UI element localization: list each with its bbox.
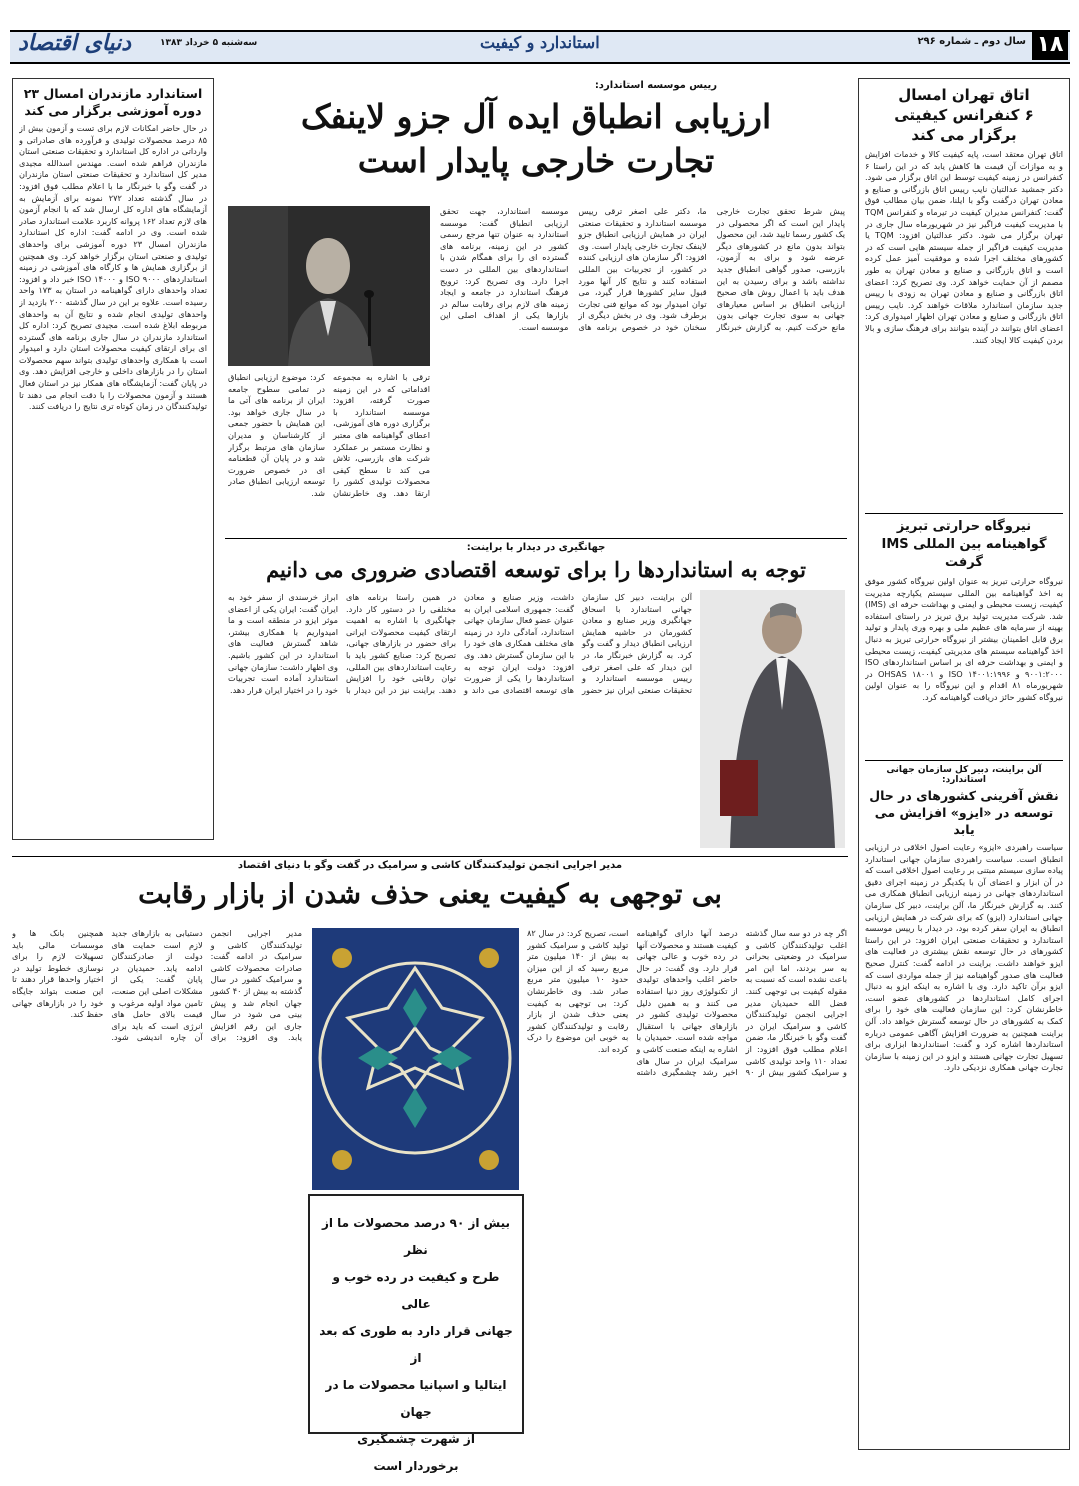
- right-body-1: اتاق تهران معتقد است، پایه کیفیت کالا و خدمات افزایش و به موازات آن قیمت ها کاهش یابد که در این راستا ۶ کنفرانس در زمینه کیفیت توسط این اتاق برگزار می شود. دکتر جمشید عدالتیان نایب رییس اتاق بازرگانی و صنایع و معادن تهران درگفت وگو با ایلنا، ضمن بیان مطالب فوق گفت: کنفرانس مدیران کیفیت در تیرماه و کنفرانس TQM با مدیریت کیفیت فراگیر نیز در شهریورماه سال جاری در تهران برگزار می شود. دکتر عدالتیان افزود: TQM یا مدیریت کیفیت فراگیر از جمله سیستم هایی است که در کشورهای مختلف اجرا شده و موفقیت آمیز عمل کرده است و اتاق بازرگانی و صنایع و معادن تهران به طور مصمم از آن حمایت خواهد کرد. وی تصریح کرد: اعضای اتاق بازرگانی و صنایع و معادن تهران به زودی با رییس جدید سازمان استاندارد ملاقات خواهند کرد. نایب رییس اتاق بازرگانی و صنایع و معادن تهران اظهار امیدواری کرد: اعضای اتاق بتوانند در آینده بتوانند برای فرهنگ سازی و بالا بردن کیفیت کالا ایجاد کنند.: [865, 149, 1063, 345]
- story3-body-b: مدیر اجرایی انجمن تولیدکنندگان کاشی و سرامیک در ادامه گفت: صادرات محصولات کاشی و سرامیک کشور در سال گذشته به بیش از ۴۰ کشور جهان انجام شد و پیش بینی می شود در سال جاری این رقم افزایش یابد. وی افزود: برای دستیابی به بازارهای جدید لازم است حمایت های دولت از صادرکنندگان ادامه یابد. حمیدیان در پایان گفت: یکی از مشکلات اصلی این صنعت، تامین مواد اولیه مرغوب و قیمت بالای حامل های انرژی است که باید برای آن چاره اندیشی شود. همچنین بانک ها و موسسات مالی باید تسهیلات لازم را برای نوسازی خطوط تولید در اختیار واحدها قرار دهند تا این صنعت بتواند جایگاه خود را در بازارهای جهانی حفظ کند.: [12, 928, 302, 1043]
- divider: [225, 538, 847, 539]
- pull-quote: [308, 1194, 524, 1473]
- left-title: استاندارد مازندران امسال ۲۳ دوره آموزشی برگزار می کند: [23, 86, 203, 118]
- minister-portrait: [700, 590, 845, 848]
- divider: [865, 513, 1063, 514]
- story2-header: [225, 542, 847, 585]
- story2-body: آلن براینت، دبیر کل سازمان جهانی استاندارد با اسحاق جهانگیری وزیر صنایع و معادن کشورمان در حاشیه همایش ارزیابی انطباق دیدار و گفت وگو کرد. به گزارش خبرنگار ما، در این دیدار که علی اصغر ترقی رییس موسسه استاندارد و تحقیقات صنعتی ایران نیز حضور داشت، وزیر صنایع و معادن گفت: جمهوری اسلامی ایران به عنوان عضو فعال سازمان جهانی استاندارد، آمادگی دارد در زمینه های مختلف همکاری های خود را با این سازمان گسترش دهد. وی افزود: دولت ایران توجه به استانداردها را یکی از ضرورت های توسعه اقتصادی می داند و در همین راستا برنامه های مختلفی را در دستور کار دارد. جهانگیری با اشاره به اهمیت ارتقای کیفیت محصولات ایرانی برای حضور در بازارهای جهانی، تصریح کرد: صنایع کشور باید با رعایت استانداردهای بین المللی، توان رقابتی خود را افزایش دهند. براینت نیز در این دیدار با ابراز خرسندی از سفر خود به ایران گفت: ایران یکی از اعضای موثر ایزو در منطقه است و ما امیدواریم با همکاری بیشتر، شاهد گسترش فعالیت های استاندارد در این کشور باشیم. وی اظهار داشت: سازمان جهانی استاندارد آماده است تجربیات خود را در اختیار ایران قرار دهد.: [228, 592, 692, 695]
- story1-kicker: رییس موسسه استاندارد:: [594, 80, 717, 91]
- page-number: ۱۸: [1032, 30, 1068, 60]
- story1-body: پیش شرط تحقق تجارت خارجی پایدار این است که اگر محصولی در یک کشور رسما تایید شد، این محصول بتواند بدون مانع در کشورهای دیگر عرضه شود و برای به آزمون، بازرسی، صدور گواهی انطباق جدید نداشته باشد و برای رسیدن به این هدف باید با اعمال روش های صحیح ارزیابی انطباق بر اساس معیارهای جهانی به سوی تجارت جهانی بدون مانع حرکت کنیم. به گزارش خبرنگار ما، دکتر علی اصغر ترقی رییس موسسه استاندارد و تحقیقات صنعتی ایران در همایش ارزیابی انطباق جزو لاینفک تجارت خارجی پایدار است. وی افزود: اگر سازمان های ارزیابی کننده در کشور، از تجربیات بین المللی استفاده کنند و نتایج کار آنها مورد قبول سایر کشورها قرار گیرد، می توان امیدوار بود که موانع فنی تجارت برطرف شود. وی در بخش دیگری از سخنان خود در خصوص برنامه های موسسه استاندارد، جهت تحقق ارزیابی انطباق گفت: موسسه استاندارد به عنوان تنها مرجع رسمی کشور در این زمینه، برنامه های گسترده ای را برای همگام شدن با استانداردهای بین المللی در دست اجرا دارد. وی تصریح کرد: ترویج فرهنگ استاندارد در جامعه و ایجاد زمینه های لازم برای رقابت سالم در بازارها یکی از اهداف اصلی این موسسه است.: [440, 206, 845, 332]
- right-title-3: نقش آفرینی کشورهای در حال توسعه در «ایزو» افزایش می یابد: [869, 788, 1059, 837]
- left-sidebar: [12, 78, 214, 840]
- page-header: [10, 30, 1070, 60]
- story3-kicker: مدیر اجرایی انجمن تولیدکنندگان کاشی و سرامیک در گفت وگو با دنیای اقتصاد: [237, 860, 623, 871]
- tile-pattern: [312, 928, 519, 1190]
- issue-date: سه‌شنبه ۵ خرداد ۱۳۸۳: [160, 38, 258, 48]
- right-title-2: نیروگاه حرارتی تبریز گواهینامه بین المللی IMS گرفت: [881, 519, 1047, 570]
- divider: [12, 856, 848, 857]
- story1-headline: ارزیابی انطباق ایده آل جزو لاینفک تجارت خارجی پایدار است: [300, 97, 772, 180]
- divider: [865, 760, 1063, 761]
- story1-header: [225, 80, 847, 183]
- story2-headline: توجه به استانداردها را برای توسعه اقتصادی ضروری می دانیم: [266, 557, 806, 582]
- minister-photo: [700, 590, 845, 848]
- issue-number: سال دوم ـ شماره ۲۹۶: [917, 36, 1026, 47]
- story2-kicker: جهانگیری در دیدار با براینت:: [466, 542, 606, 553]
- official-photo: [228, 206, 430, 366]
- pull-quote-text: بیش از ۹۰ درصد محصولات ما از نظر طرح و کیفیت در رده خوب و عالی جهانی قرار دارد به طوری که بعد از ایتالیا و اسپانیا محصولات ما در جهان از شهرت چشمگیری برخوردار است: [319, 1216, 513, 1473]
- tile-mosaic-image: [312, 928, 519, 1190]
- right-sidebar: [858, 78, 1070, 1450]
- right-body-3: سیاست راهبردی «ایزو» رعایت اصول اخلاقی در ارزیابی انطباق است. سیاست راهبردی سازمان جهانی استاندارد پیاده سازی سیستم مبتنی بر رعایت اصول اخلاقی است که در آن ابزار و اعضای آن با یکدیگر در زمینه اجرای دقیق استانداردهای جهانی در زمینه ارزیابی انطباق همکاری می کنند. به گزارش خبرنگار ما، آلن براینت، دبیر کل سازمان جهانی استاندارد (ایزو) که برای شرکت در همایش ارزیابی انطباق به ایران سفر کرده بود، در دیدار با رییس موسسه استاندارد و تحقیقات صنعتی ایران افزود: در این راستا کشورهای در حال توسعه نقش بیشتری در فعالیت های ایزو خواهند داشت. براینت در ادامه گفت: کنترل صحیح فعالیت های صدور گواهینامه نیز از جمله مواردی است که ایزو برآن تاکید دارد. وی با اشاره به اینکه ایزو به دنبال اجرای کامل استانداردها در کشورهای عضو است، خاطرنشان کرد: این سازمان فعالیت های خود را برای کمک به کشورهای در حال توسعه گسترش خواهد داد. آلن براینت همچنین به ضرورت افزایش آگاهی عمومی درباره استانداردها اشاره کرد و گفت: استانداردها ابزاری برای تسهیل تجارت جهانی هستند و ایزو در این زمینه با سازمان تجارت جهانی همکاری نزدیکی دارد.: [865, 842, 1063, 1073]
- story3-body: اگر چه در دو سه سال گذشته اغلب تولیدکنندگان کاشی و سرامیک در وضعیتی بحرانی به سر بردند، اما این امر باعث نشده است که نسبت به مقوله کیفیت بی توجهی کنند. فضل الله حمیدیان مدیر اجرایی انجمن تولیدکنندگان کاشی و سرامیک ایران در گفت وگو با خبرنگار ما، ضمن اعلام مطلب فوق افزود: از تعداد ۱۱۰ واحد تولیدی کاشی و سرامیک کشور بیش از ۹۰ درصد آنها دارای گواهینامه کیفیت هستند و محصولات آنها در رده خوب و عالی جهانی قرار دارد. وی گفت: در حال حاضر اغلب واحدهای تولیدی از تکنولوژی روز دنیا استفاده می کنند و به همین دلیل محصولات تولیدی کشور در بازارهای جهانی با استقبال مواجه شده است. حمیدیان با اشاره به اینکه صنعت کاشی و سرامیک ایران در سال های اخیر رشد چشمگیری داشته است، تصریح کرد: در سال ۸۲ تولید کاشی و سرامیک کشور به بیش از ۱۴۰ میلیون متر مربع رسید که از این میزان حدود ۱۰ میلیون متر مربع صادر شد. وی خاطرنشان کرد: بی توجهی به کیفیت یعنی حذف شدن از بازار رقابت و تولیدکنندگان کشور به خوبی این موضوع را درک کرده اند.: [527, 928, 847, 1078]
- speaker-photo: [228, 206, 430, 366]
- section-title: استاندارد و کیفیت: [480, 33, 600, 52]
- right-body-2: نیروگاه حرارتی تبریز به عنوان اولین نیروگاه کشور موفق به اخذ گواهینامه بین المللی سیستم یکپارچه مدیریت کیفیت، زیست محیطی و ایمنی و بهداشت حرفه ای (IMS) شد. شرکت مدیریت تولید برق تبریز در راستای استفاده بهینه از سرمایه های عظیم ملی و بهره وری پایدار و تولید برق قابل اطمینان بیشتر از نیروگاه حرارتی تبریز به دنبال اخذ گواهینامه سیستم های مدیریتی کیفیت، زیست محیطی و ایمنی و بهداشت حرفه ای بر اساس استانداردهای ISO ۹۰۰۱:۲۰۰۰ و ISO ۱۴۰۰۱:۱۹۹۶ و OHSAS ۱۸۰۰۱ در شهریورماه ۸۱ اقدام و این نیروگاه را به عنوان اولین نیروگاه کشور حائز دریافت گواهینامه کرد.: [865, 576, 1063, 702]
- left-body: در حال حاضر امکانات لازم برای تست و آزمون بیش از ۸۵ درصد محصولات تولیدی و فرآورده های صادراتی و وارداتی در اداره کل استاندارد و تحقیقات صنعتی استان مازندران فراهم شده است. مهندس اسدالله مجیدی مدیر کل استاندارد و تحقیقات صنعتی استان مازندران در گفت وگو با خبرنگار ما با اعلام مطلب فوق افزود: در سال گذشته تعداد ۲۷۲ نمونه برای آزمایش به آزمایشگاه های اداره کل ارسال شد که با انجام آزمون های لازم تعداد ۱۶۲ پروانه کاربرد علامت استاندارد صادر شده است. وی در ادامه گفت: اداره کل استاندارد مازندران امسال ۲۳ دوره آموزشی برای واحدهای تولیدی و صنعتی استان برگزار خواهد کرد. وی همچنین از برگزاری همایش ها و کارگاه های آموزشی در زمینه استانداردهای ISO ۹۰۰۰ و ISO ۱۴۰۰۰ خبر داد و افزود: تعداد واحدهای دارای گواهینامه در استان به ۱۷۳ واحد رسیده است. علاوه بر این در سال گذشته ۲۰۰ بازدید از واحدهای تولیدی انجام شده و نتایج آن به واحدهای مربوطه ابلاغ شده است. مجیدی تصریح کرد: اداره کل استاندارد مازندران در سال جاری برنامه های گسترده ای برای ارتقای کیفیت محصولات استان دارد و امیدوار است با همکاری واحدهای تولیدی بتواند سهم محصولات استان را در بازارهای داخلی و خارجی افزایش دهد. وی در پایان گفت: آزمایشگاه های همکار نیز در استان فعال هستند و آزمون محصولات را با دقت انجام می دهند تا تولیدکنندگان در زمان کوتاه تری نتایج را دریافت کنند.: [19, 123, 207, 412]
- right-title-1: اتاق تهران امسال ۶ کنفرانس کیفیتی برگزار می کند: [894, 86, 1034, 144]
- story3-header: [12, 860, 848, 915]
- story3-headline: بی توجهی به کیفیت یعنی حذف شدن از بازار رقابت: [138, 879, 722, 910]
- right-kicker-3: آلن براینت، دبیر کل سازمان جهانی استاندارد:: [886, 765, 1042, 785]
- story1-body-b: ترقی با اشاره به مجموعه اقداماتی که در این زمینه صورت گرفته، افزود: موسسه استاندارد با برگزاری دوره های آموزشی، اعطای گواهینامه های معتبر و نظارت مستمر بر عملکرد شرکت های بازرسی، تلاش می کند تا سطح کیفی محصولات تولیدی کشور را ارتقا دهد. وی خاطرنشان کرد: موضوع ارزیابی انطباق در تمامی سطوح جامعه ایران از برنامه های آتی ما در سال جاری خواهد بود. این همایش با حضور جمعی از کارشناسان و مدیران سازمان های مرتبط برگزار شد و در پایان آن قطعنامه ای در خصوص ضرورت توسعه ارزیابی انطباق صادر شد.: [228, 372, 430, 498]
- newspaper-logo: دنیای اقتصاد: [18, 30, 131, 56]
